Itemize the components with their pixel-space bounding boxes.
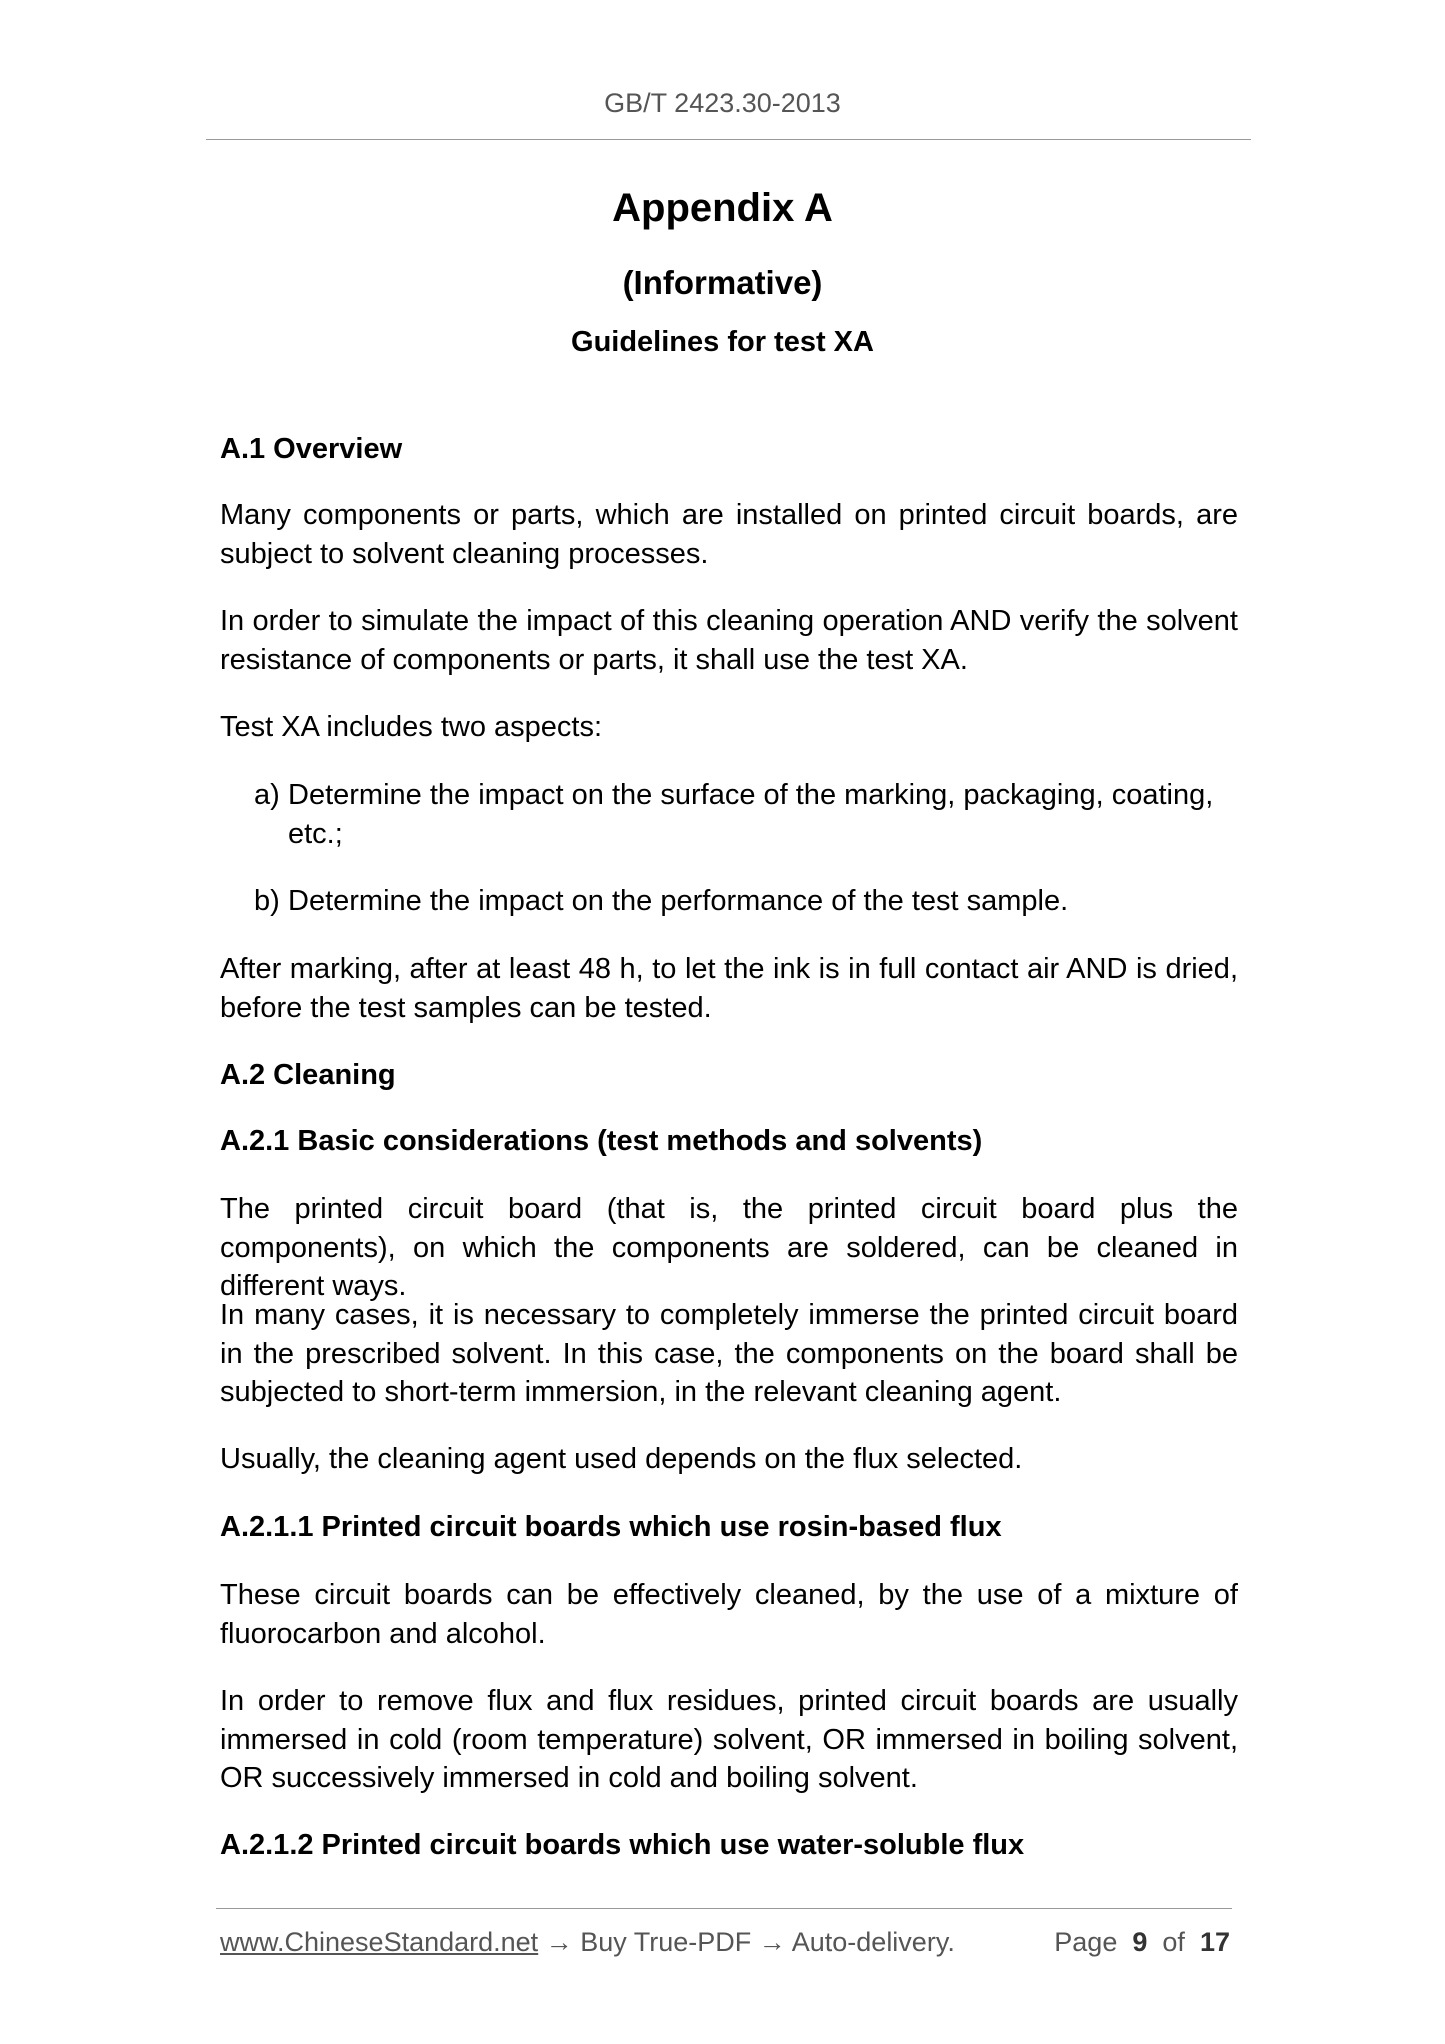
header-standard-code: GB/T 2423.30-2013 xyxy=(604,88,841,118)
paragraph-a211-1: These circuit boards can be effectively cleaned, by the use of a mixture of fluorocarbon and alcohol. xyxy=(220,1579,1238,1650)
paragraph-a21-1: The printed circuit board (that is, the printed circuit board plus the components), on which the components are soldered, can be cleaned in different ways. xyxy=(220,1193,1238,1302)
paragraph-a21-3: Usually, the cleaning agent used depends on the flux selected. xyxy=(220,1443,1023,1475)
header-divider xyxy=(206,139,1251,140)
list-marker: a) xyxy=(254,779,280,811)
website-link[interactable]: www.ChineseStandard.net xyxy=(220,1927,539,1957)
list-item-a xyxy=(254,776,1238,850)
appendix-guideline-title: Guidelines for test XA xyxy=(571,326,874,358)
appendix-subtitle: (Informative) xyxy=(622,264,823,301)
page-number: 9 xyxy=(1132,1927,1148,1957)
paragraph-a1-1: Many components or parts, which are installed on printed circuit boards, are subject to solvent cleaning processes. xyxy=(220,499,1238,570)
section-heading-a21: A.2.1 Basic considerations (test methods and solvents) xyxy=(220,1125,983,1157)
page-total: 17 xyxy=(1199,1927,1230,1957)
page-indicator xyxy=(1054,1927,1230,1958)
paragraph-a1-4: After marking, after at least 48 h, to let the ink is in full contact air AND is dried, before the test samples can be tested. xyxy=(220,953,1238,1024)
footer-divider xyxy=(216,1908,1232,1909)
section-heading-a211: A.2.1.1 Printed circuit boards which use rosin-based flux xyxy=(220,1511,1002,1543)
list-item-b xyxy=(254,882,1238,921)
section-heading-a212: A.2.1.2 Printed circuit boards which use water-soluble flux xyxy=(220,1829,1025,1861)
list-marker: b) xyxy=(254,885,280,917)
footer-promo-text: → Buy True-PDF → Auto-delivery. xyxy=(538,1927,955,1957)
appendix-title: Appendix A xyxy=(612,186,833,230)
section-heading-a2: A.2 Cleaning xyxy=(220,1059,396,1091)
page-label: Page xyxy=(1054,1927,1118,1957)
paragraph-a211-2: In order to remove flux and flux residues, printed circuit boards are usually immersed in cold (room temperature) solvent, OR immersed in boiling solvent, OR successively immersed in cold and boiling solvent. xyxy=(220,1685,1238,1794)
section-heading-a1: A.1 Overview xyxy=(220,433,403,465)
paragraph-a1-3: Test XA includes two aspects: xyxy=(220,711,603,743)
list-item-text: Determine the impact on the surface of the marking, packaging, coating, etc.; xyxy=(288,779,1214,850)
list-item-text: Determine the impact on the performance of the test sample. xyxy=(288,885,1069,917)
paragraph-a21-2: In many cases, it is necessary to completely immerse the printed circuit board in the prescribed solvent. In this case, the components on the board shall be subjected to short-term immersion, in the relevant cleaning agent. xyxy=(220,1299,1238,1408)
paragraph-a1-2: In order to simulate the impact of this cleaning operation AND verify the solvent resistance of components or parts, it shall use the test XA. xyxy=(220,605,1238,676)
footer xyxy=(220,1927,1230,1958)
page-of-label: of xyxy=(1162,1927,1185,1957)
